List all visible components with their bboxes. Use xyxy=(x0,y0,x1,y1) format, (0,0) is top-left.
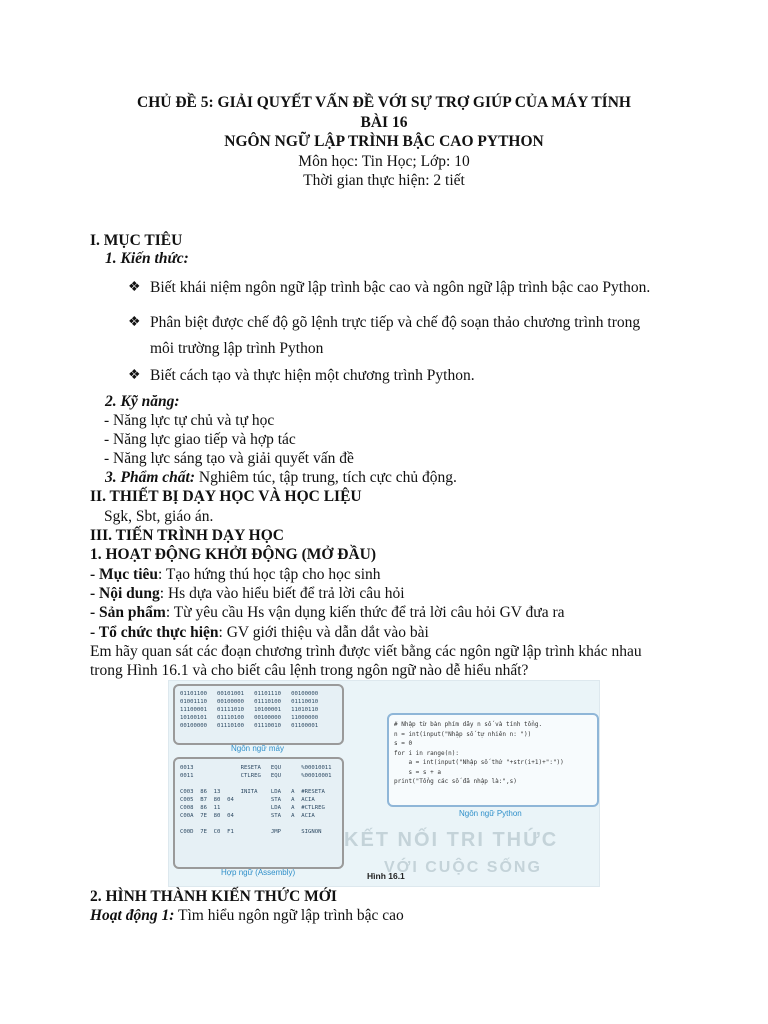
quality-line xyxy=(105,468,457,487)
question-text: Em hãy quan sát các đoạn chương trình được viết bằng các ngôn ngữ lập trình khác nhau xyxy=(90,643,642,660)
python-caption: Ngôn ngữ Python xyxy=(459,809,522,818)
lesson-title: NGÔN NGỮ LẬP TRÌNH BẬC CAO PYTHON xyxy=(224,133,544,150)
activity-label: Hoạt động 1: xyxy=(90,907,175,924)
goal-row xyxy=(90,565,381,584)
python-code: # Nhập từ bàn phím dãy n số và tính tổng. n = int(input("Nhập số tự nhiên n: ")) s = 0 for i in range(n): a = int(input("Nhập số thứ "+str(i+1)+":")) s = s + a print("Tổng các số đã nhập là:",s) xyxy=(394,721,564,785)
knowledge-item: Biết khái niệm ngôn ngữ lập trình bậc cao và ngôn ngữ lập trình bậc cao Python. xyxy=(150,279,651,296)
row-text: : Từ yêu cầu Hs vận dụng kiến thức để trả lời câu hỏi GV đưa ra xyxy=(165,604,565,621)
bullet-icon: ❖ xyxy=(128,368,141,383)
row-text: : GV giới thiệu và dẫn dắt vào bài xyxy=(218,624,429,641)
assembly-caption: Hợp ngữ (Assembly) xyxy=(221,868,296,877)
knowledge-heading: 1. Kiến thức: xyxy=(105,250,189,267)
figure-16-1 xyxy=(168,680,600,887)
activity-2-heading: 2. HÌNH THÀNH KIẾN THỨC MỚI xyxy=(90,888,337,905)
row-label: - Nội dung xyxy=(90,585,160,602)
machine-code-panel xyxy=(173,684,344,745)
section-2-heading: II. THIẾT BỊ DẠY HỌC VÀ HỌC LIỆU xyxy=(90,488,362,505)
materials-text: Sgk, Sbt, giáo án. xyxy=(104,508,214,525)
figure-label: Hình 16.1 xyxy=(367,871,405,881)
section-3-heading: III. TIẾN TRÌNH DẠY HỌC xyxy=(90,527,284,544)
knowledge-item: Biết cách tạo và thực hiện một chương trình Python. xyxy=(150,367,475,384)
activity-1-heading: 1. HOẠT ĐỘNG KHỞI ĐỘNG (MỞ ĐẦU) xyxy=(90,546,377,563)
section-1-heading: I. MỤC TIÊU xyxy=(90,232,183,249)
bullet-icon: ❖ xyxy=(128,280,141,295)
row-label: - Tổ chức thực hiện xyxy=(90,624,219,641)
machine-code-caption: Ngôn ngữ máy xyxy=(231,744,284,753)
machine-code: 01101100 00101001 01101110 00100000 01001110 00100000 01110100 01110010 11100001 01111010 10100001 11010110 10100101 01110100 00100000 11000000 00100000 01110100 01110010 01100001 xyxy=(180,691,319,729)
quality-text: Nghiêm túc, tập trung, tích cực chủ động. xyxy=(195,469,457,486)
python-code-panel xyxy=(387,713,599,807)
lesson-number: BÀI 16 xyxy=(360,114,408,131)
skills-heading: 2. Kỹ năng: xyxy=(105,393,180,410)
watermark-text: KẾT NỐI TRI THỨC xyxy=(344,829,559,851)
skill-item: - Năng lực tự chủ và tự học xyxy=(104,412,275,429)
row-label: - Mục tiêu xyxy=(90,566,159,583)
activity-line xyxy=(90,906,404,925)
knowledge-item-continued: môi trường lập trình Python xyxy=(150,340,324,357)
assembly-code: 0013 RESETA EQU %00010011 0011 CTLREG EQU %00010001 C003 86 13 INITA LDA A #RESETA C005 B7 80 04 STA A ACIA C008 86 11 LDA A #CTLREG C00A 7E 80 04 STA A ACIA C00D 7E C0 F1 JMP SIGNON xyxy=(180,765,332,835)
duration-line: Thời gian thực hiện: 2 tiết xyxy=(303,172,465,189)
question-text-continued: trong Hình 16.1 và cho biết câu lệnh trong ngôn ngữ nào dễ hiểu nhất? xyxy=(90,662,529,679)
subject-line: Môn học: Tin Học; Lớp: 10 xyxy=(298,153,470,170)
product-row xyxy=(90,603,565,622)
row-text: : Hs dựa vào hiểu biết để trả lời câu hỏi xyxy=(159,585,405,602)
knowledge-item: Phân biệt được chế độ gõ lệnh trực tiếp và chế độ soạn thảo chương trình trong xyxy=(150,314,641,331)
topic-heading: CHỦ ĐỀ 5: GIẢI QUYẾT VẤN ĐỀ VỚI SỰ TRỢ GIÚP CỦA MÁY TÍNH xyxy=(137,94,631,111)
row-text: : Tạo hứng thú học tập cho học sinh xyxy=(158,566,381,583)
watermark-text: VỚI CUỘC SỐNG xyxy=(384,859,542,876)
content-row xyxy=(90,584,405,603)
activity-text: Tìm hiểu ngôn ngữ lập trình bậc cao xyxy=(174,907,404,924)
skill-item: - Năng lực sáng tạo và giải quyết vấn đề xyxy=(104,450,354,467)
row-label: - Sản phẩm xyxy=(90,604,166,621)
bullet-icon: ❖ xyxy=(128,315,141,330)
quality-label: 3. Phẩm chất: xyxy=(105,469,195,486)
organization-row xyxy=(90,623,429,642)
skill-item: - Năng lực giao tiếp và hợp tác xyxy=(104,431,296,448)
assembly-code-panel xyxy=(173,757,344,869)
